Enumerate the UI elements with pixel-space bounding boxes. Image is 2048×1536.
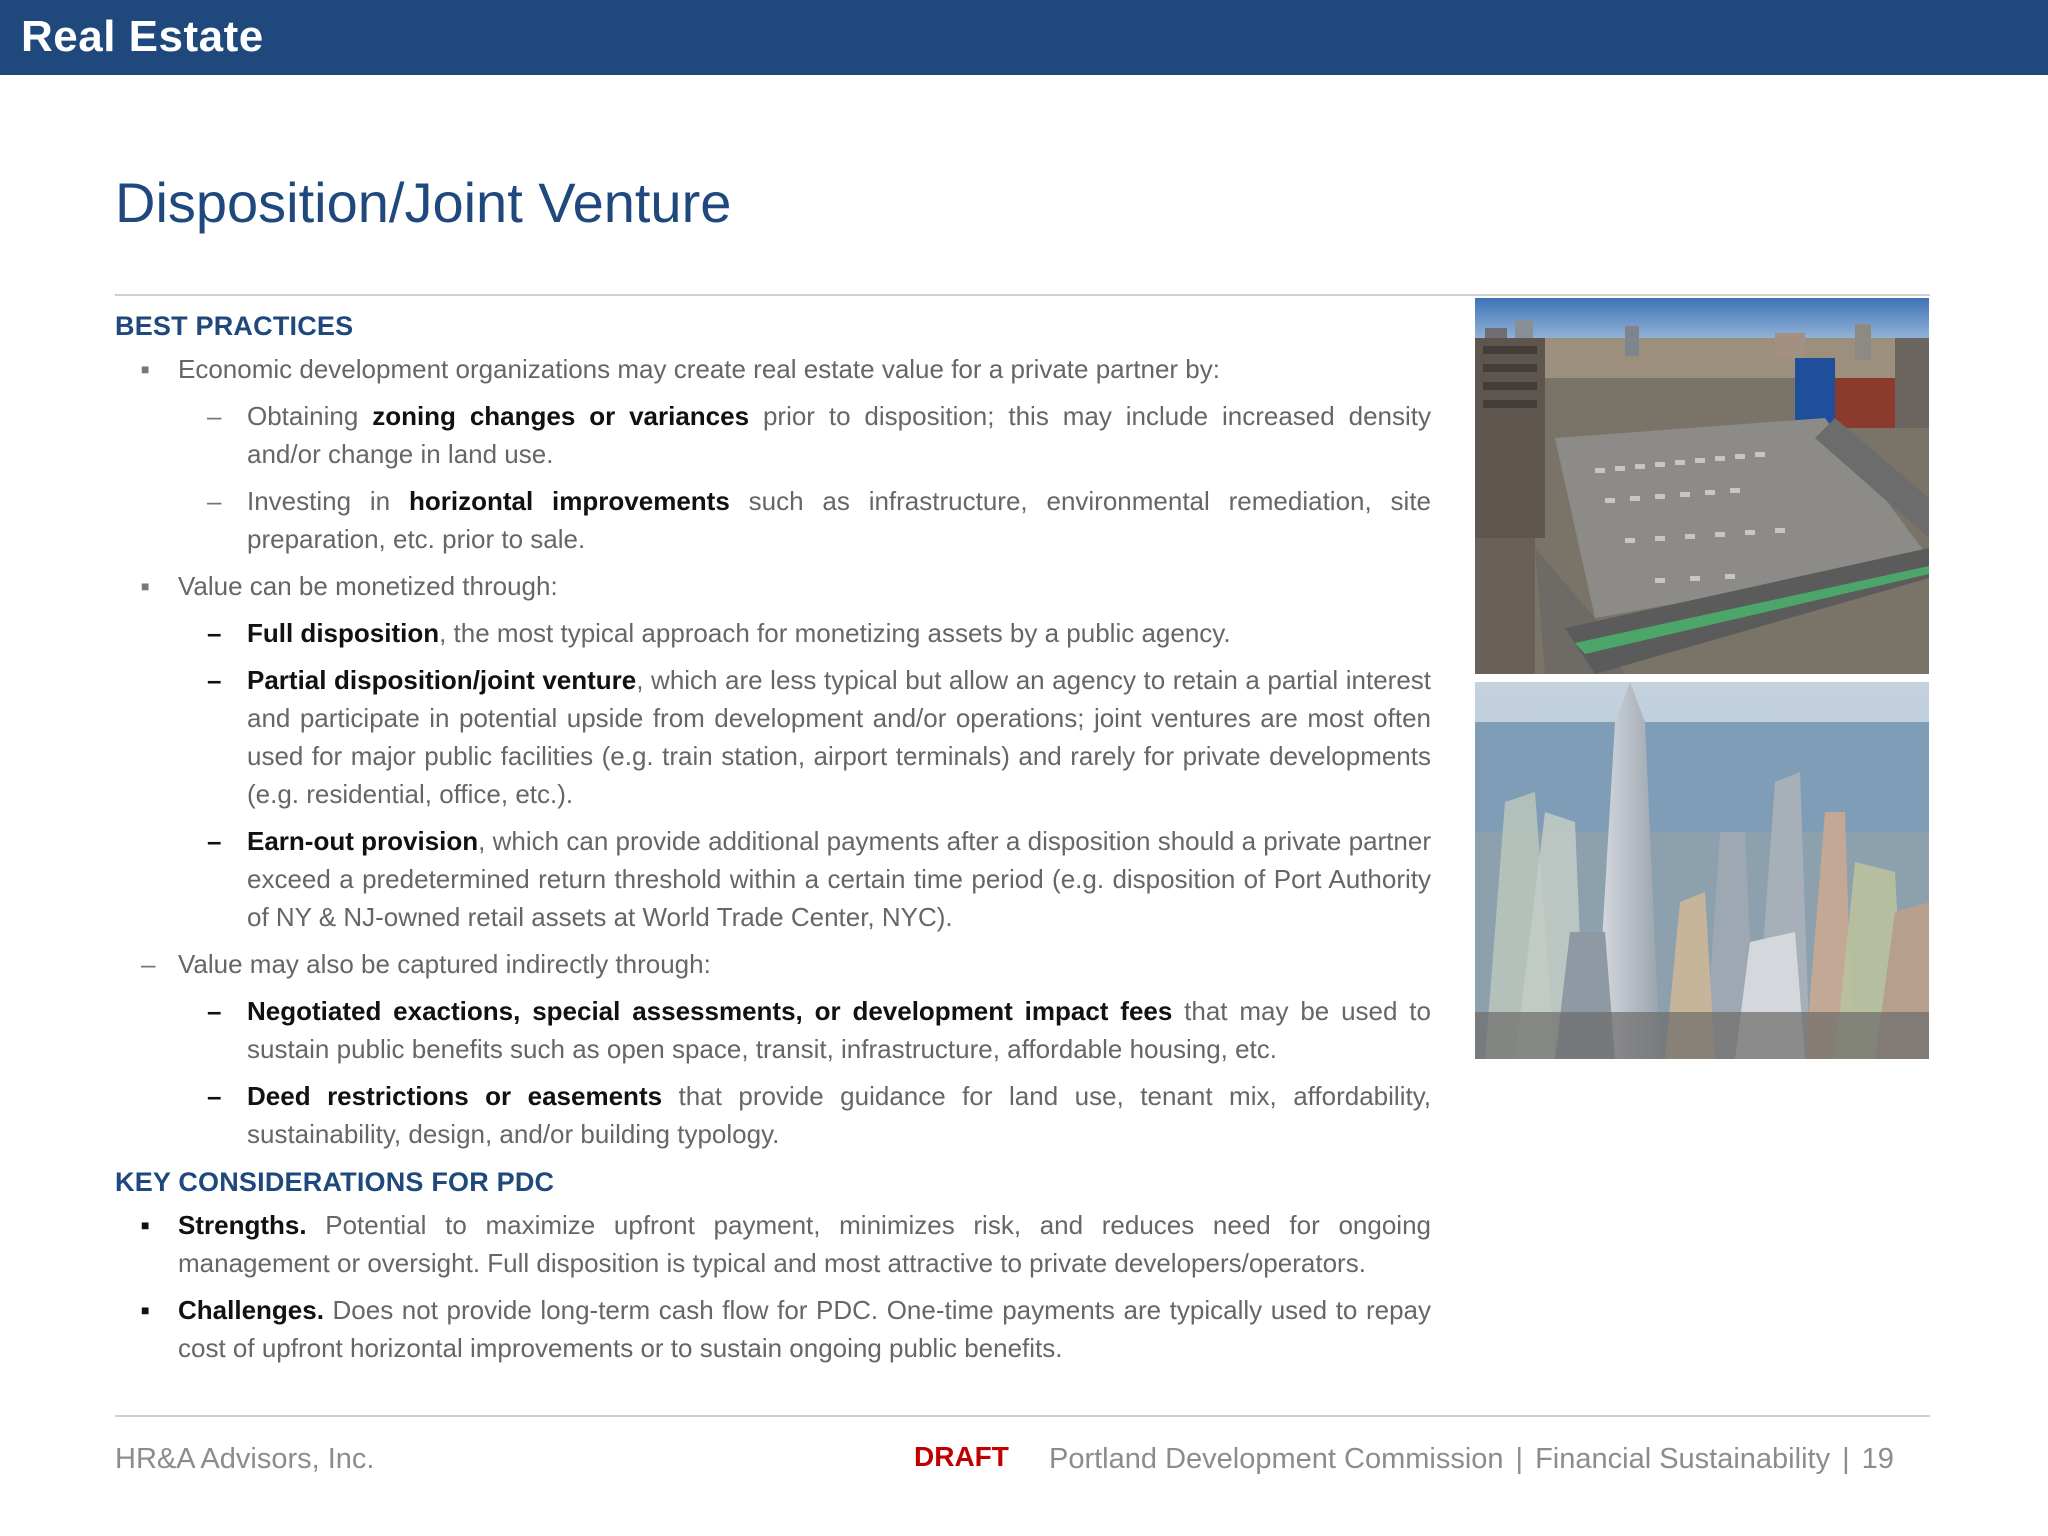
square-bullet-icon: ■ [141,361,150,377]
city-towers-rendering [1475,682,1929,1059]
dash-bullet-icon: – [207,996,222,1026]
dash-bullet-icon: – [207,486,222,516]
section-label: Real Estate [21,12,264,61]
list-item: ■ Economic development organizations may create real estate value for a private partner by: [115,350,1431,388]
list-item: – Obtaining zoning changes or variances prior to disposition; this may include increased density and/or change in land use. [115,397,1431,473]
dash-bullet-icon: – [207,618,222,648]
project-name: Financial Sustainability [1535,1443,1831,1475]
list-item: – Value may also be captured indirectly through: [115,945,1431,983]
dash-bullet-icon: – [207,665,222,695]
key-considerations-heading: KEY CONSIDERATIONS FOR PDC [115,1167,555,1197]
square-bullet-icon: ■ [141,1302,150,1318]
list-item: ■ Challenges. Does not provide long-term cash flow for PDC. One-time payments are typically used to repay cost of upfront horizontal improvements or to sustain ongoing public benefits. [115,1291,1431,1367]
client-name: Portland Development Commission [1049,1443,1504,1475]
list-item: – Deed restrictions or easements that provide guidance for land use, tenant mix, affordability, sustainability, design, and/or building typology. [115,1077,1431,1153]
separator: | [1842,1443,1850,1475]
square-bullet-icon: ■ [141,1217,150,1233]
aerial-parking-lot-photo [1475,298,1929,674]
list-item: – Partial disposition/joint venture, which are less typical but allow an agency to retain a partial interest and participate in potential upside from development and/or operations; joint ventures are most often used for major public facilities (e.g. train station, airport terminals) and rarely for private developments (e.g. residential, office, etc.). [115,661,1431,813]
dash-bullet-icon: – [207,401,222,431]
list-item: – Earn-out provision, which can provide additional payments after a disposition should a private partner exceed a predetermined return threshold within a certain time period (e.g. disposition of Port Authority of NY & NJ-owned retail assets at World Trade Center, NYC). [115,822,1431,936]
dash-bullet-icon: – [141,949,156,979]
footer-info [1049,1443,1894,1476]
square-bullet-icon: ■ [141,578,150,594]
separator: | [1515,1443,1524,1475]
list-item: ■ Value can be monetized through: [115,567,1431,605]
dash-bullet-icon: – [207,1081,222,1111]
footer-divider [115,1415,1930,1417]
best-practices-heading: BEST PRACTICES [115,311,354,341]
list-item: ■ Strengths. Potential to maximize upfront payment, minimizes risk, and reduces need for ongoing management or oversight. Full disposition is typical and most attractive to private developers/operators. [115,1206,1431,1282]
firm-name: HR&A Advisors, Inc. [115,1443,375,1475]
title-divider [115,294,1930,296]
list-item: – Negotiated exactions, special assessments, or development impact fees that may be used to sustain public benefits such as open space, transit, infrastructure, affordable housing, etc. [115,992,1431,1068]
page-number: 19 [1861,1443,1894,1475]
main-content [115,306,1431,1376]
draft-label: DRAFT [914,1441,1009,1472]
list-item: – Full disposition, the most typical approach for monetizing assets by a public agency. [115,614,1431,652]
dash-bullet-icon: – [207,826,222,856]
list-item: – Investing in horizontal improvements such as infrastructure, environmental remediation, site preparation, etc. prior to sale. [115,482,1431,558]
header-bar [0,0,2048,75]
page-title: Disposition/Joint Venture [115,171,732,234]
